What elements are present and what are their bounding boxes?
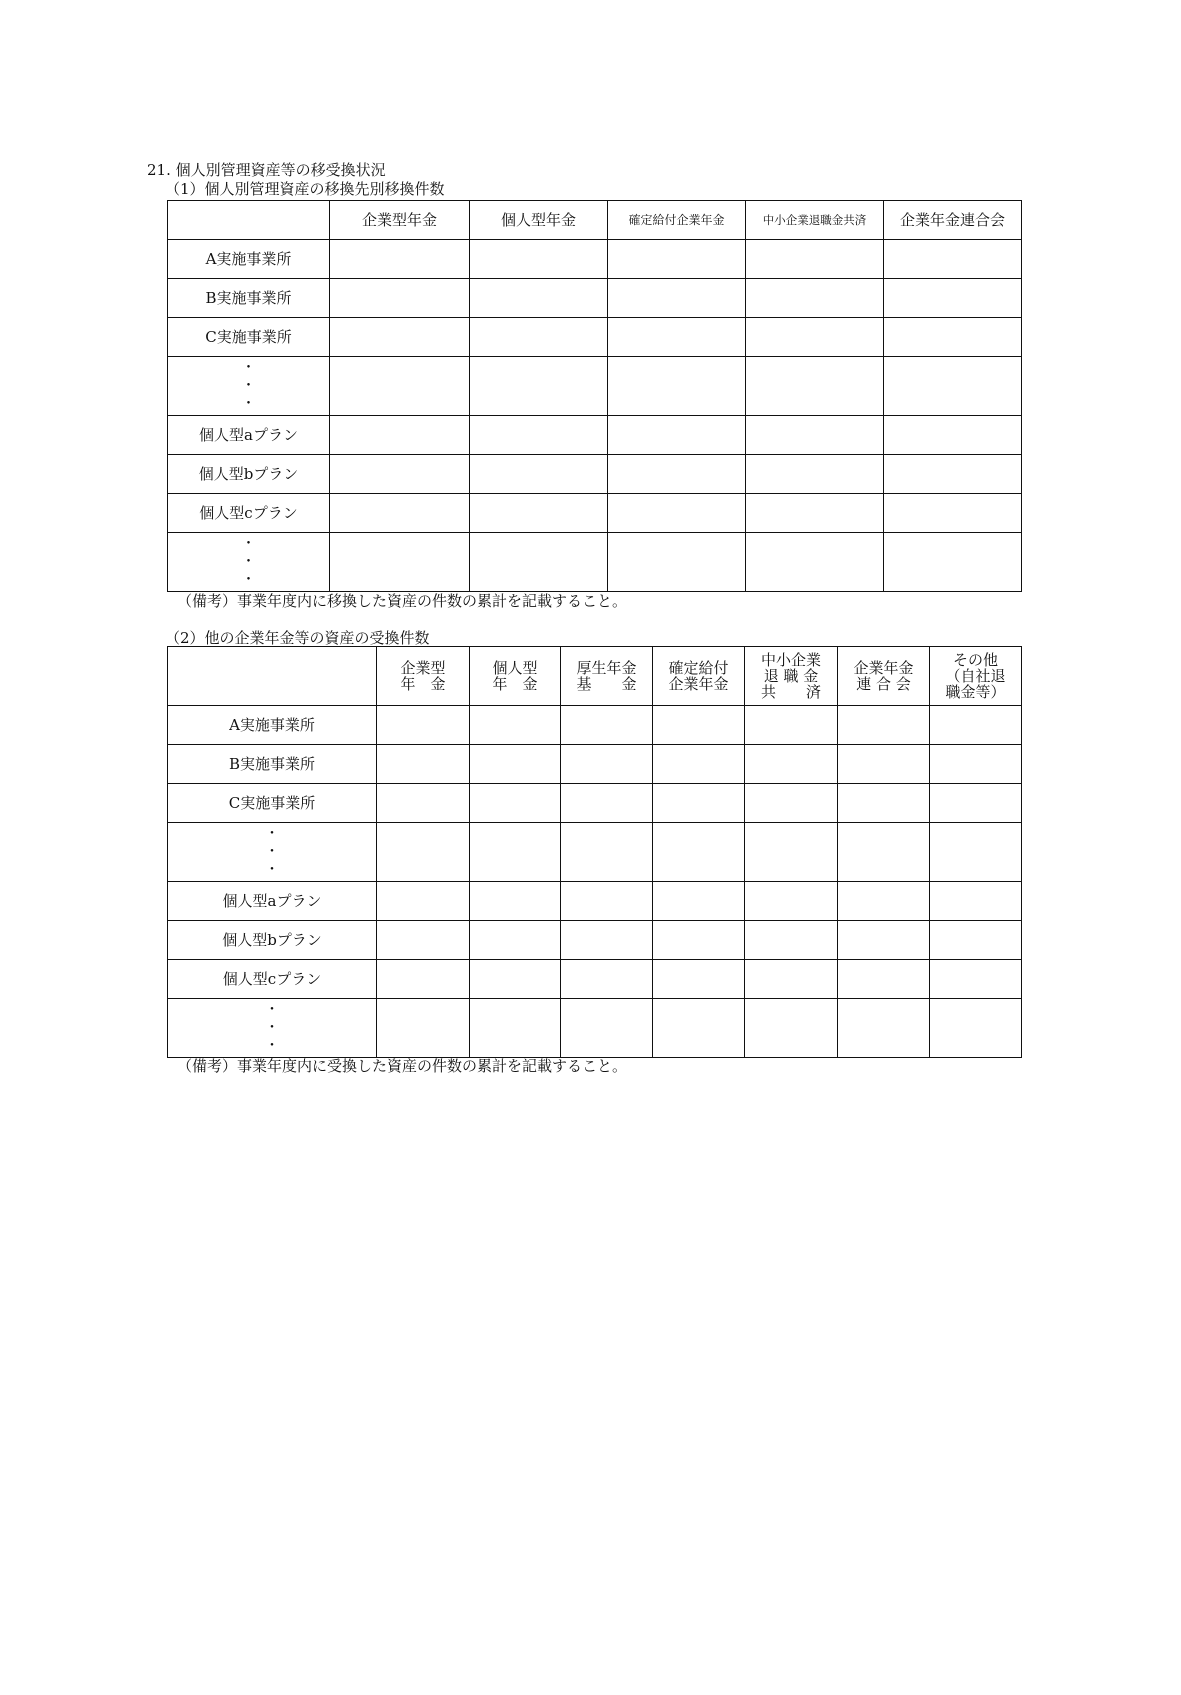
table-cell[interactable] [746, 494, 884, 533]
table-cell[interactable] [745, 784, 838, 823]
header-blank [168, 201, 330, 240]
column-header: その他 （自社退 職金等） [930, 647, 1022, 706]
table-cell[interactable] [746, 279, 884, 318]
table-cell[interactable] [838, 745, 930, 784]
table-cell[interactable] [608, 494, 746, 533]
table-row [168, 784, 1022, 823]
table-cell[interactable] [746, 240, 884, 279]
table-cell[interactable] [745, 706, 838, 745]
table-cell[interactable] [470, 960, 561, 999]
table-cell[interactable] [930, 960, 1022, 999]
table-cell[interactable] [330, 318, 470, 357]
row-label: 個人型cプラン [168, 960, 377, 999]
table-cell[interactable] [653, 999, 745, 1058]
table-cell[interactable] [838, 823, 930, 882]
table-cell[interactable] [608, 279, 746, 318]
table-row [168, 882, 1022, 921]
column-header: 中小企業退職金共済 [746, 201, 884, 240]
table-cell[interactable] [561, 960, 653, 999]
table-cell[interactable] [561, 882, 653, 921]
table-cell[interactable] [653, 960, 745, 999]
table-row [168, 706, 1022, 745]
table-cell[interactable] [745, 745, 838, 784]
column-header: 確定給付 企業年金 [653, 647, 745, 706]
table-cell[interactable] [330, 533, 470, 592]
table-cell[interactable] [470, 494, 608, 533]
table-cell[interactable] [746, 533, 884, 592]
table-cell[interactable] [884, 416, 1022, 455]
table-cell[interactable] [561, 921, 653, 960]
table-cell[interactable] [838, 784, 930, 823]
table-cell[interactable] [653, 745, 745, 784]
table-cell[interactable] [330, 279, 470, 318]
table-cell[interactable] [470, 318, 608, 357]
row-label: 個人型aプラン [168, 882, 377, 921]
table-row [168, 357, 1022, 416]
table-cell[interactable] [746, 357, 884, 416]
column-header: 中小企業 退 職 金 共 済 [745, 647, 838, 706]
table-cell[interactable] [561, 823, 653, 882]
table-row [168, 745, 1022, 784]
table-cell[interactable] [561, 706, 653, 745]
table-cell[interactable] [470, 745, 561, 784]
table-cell[interactable] [377, 921, 470, 960]
table-cell[interactable] [746, 455, 884, 494]
table-cell[interactable] [608, 240, 746, 279]
column-header: 企業型年金 [330, 201, 470, 240]
column-header: 確定給付企業年金 [608, 201, 746, 240]
table1-title: （1）個人別管理資産の移換先別移換件数 [165, 180, 445, 198]
table-cell[interactable] [470, 999, 561, 1058]
table-cell[interactable] [745, 921, 838, 960]
table-cell[interactable] [884, 279, 1022, 318]
table-cell[interactable] [930, 999, 1022, 1058]
table-cell[interactable] [470, 279, 608, 318]
table-cell[interactable] [561, 999, 653, 1058]
table-cell[interactable] [608, 533, 746, 592]
table-cell[interactable] [838, 999, 930, 1058]
table-row [168, 279, 1022, 318]
row-label: C実施事業所 [168, 318, 330, 357]
table-cell[interactable] [608, 318, 746, 357]
table-cell[interactable] [930, 823, 1022, 882]
table-cell[interactable] [470, 706, 561, 745]
table-row [168, 960, 1022, 999]
table-cell[interactable] [470, 240, 608, 279]
table-cell[interactable] [653, 823, 745, 882]
section-title: 21. 個人別管理資産等の移受換状況 [147, 161, 386, 179]
transfer-in-table [167, 646, 1022, 1058]
column-header: 企業型 年 金 [377, 647, 470, 706]
table-cell[interactable] [330, 416, 470, 455]
table-cell[interactable] [470, 455, 608, 494]
table-cell[interactable] [561, 745, 653, 784]
row-label: C実施事業所 [168, 784, 377, 823]
table-cell[interactable] [745, 823, 838, 882]
table-cell[interactable] [330, 455, 470, 494]
row-label: 個人型cプラン [168, 494, 330, 533]
row-label: ・ ・ ・ [168, 823, 377, 882]
table-cell[interactable] [377, 999, 470, 1058]
table-row [168, 416, 1022, 455]
table-cell[interactable] [377, 960, 470, 999]
table-cell[interactable] [930, 706, 1022, 745]
table-cell[interactable] [884, 357, 1022, 416]
column-header: 企業年金連合会 [884, 201, 1022, 240]
table-cell[interactable] [838, 706, 930, 745]
table-cell[interactable] [608, 416, 746, 455]
row-label: 個人型bプラン [168, 921, 377, 960]
row-label: 個人型bプラン [168, 455, 330, 494]
table-row [168, 318, 1022, 357]
table-cell[interactable] [838, 921, 930, 960]
table-cell[interactable] [470, 882, 561, 921]
table-cell[interactable] [884, 533, 1022, 592]
table-cell[interactable] [608, 357, 746, 416]
table1-note: （備考）事業年度内に移換した資産の件数の累計を記載すること。 [177, 592, 628, 610]
table-cell[interactable] [653, 882, 745, 921]
table-cell[interactable] [470, 921, 561, 960]
table-cell[interactable] [838, 882, 930, 921]
table-cell[interactable] [884, 240, 1022, 279]
table-cell[interactable] [330, 240, 470, 279]
row-label: ・ ・ ・ [168, 533, 330, 592]
table-row [168, 240, 1022, 279]
table-cell[interactable] [377, 745, 470, 784]
row-label: 個人型aプラン [168, 416, 330, 455]
table-cell[interactable] [745, 999, 838, 1058]
table-row [168, 494, 1022, 533]
row-label: ・ ・ ・ [168, 357, 330, 416]
table-cell[interactable] [377, 706, 470, 745]
table-cell[interactable] [930, 784, 1022, 823]
table-cell[interactable] [884, 494, 1022, 533]
table-cell[interactable] [330, 357, 470, 416]
header-blank [168, 647, 377, 706]
table-cell[interactable] [884, 318, 1022, 357]
table-cell[interactable] [470, 357, 608, 416]
table-cell[interactable] [653, 706, 745, 745]
table-cell[interactable] [930, 745, 1022, 784]
column-header: 企業年金 連 合 会 [838, 647, 930, 706]
table-cell[interactable] [746, 318, 884, 357]
table-row [168, 455, 1022, 494]
row-label: B実施事業所 [168, 279, 330, 318]
column-header: 個人型年金 [470, 201, 608, 240]
table2-note: （備考）事業年度内に受換した資産の件数の累計を記載すること。 [177, 1057, 628, 1075]
table-cell[interactable] [377, 784, 470, 823]
table-cell[interactable] [470, 416, 608, 455]
row-label: A実施事業所 [168, 706, 377, 745]
transfer-out-table [167, 200, 1022, 592]
table-cell[interactable] [884, 455, 1022, 494]
table-cell[interactable] [608, 455, 746, 494]
table-cell[interactable] [653, 784, 745, 823]
table-row [168, 823, 1022, 882]
table-row [168, 921, 1022, 960]
table-cell[interactable] [838, 960, 930, 999]
table-row [168, 999, 1022, 1058]
table-cell[interactable] [330, 494, 470, 533]
table-cell[interactable] [745, 882, 838, 921]
table2-title: （2）他の企業年金等の資産の受換件数 [165, 629, 430, 647]
table-cell[interactable] [745, 960, 838, 999]
column-header: 厚生年金 基 金 [561, 647, 653, 706]
row-label: ・ ・ ・ [168, 999, 377, 1058]
table-header-row [168, 201, 1022, 240]
table-cell[interactable] [561, 784, 653, 823]
row-label: A実施事業所 [168, 240, 330, 279]
table-cell[interactable] [377, 823, 470, 882]
table-cell[interactable] [377, 882, 470, 921]
table-cell[interactable] [930, 921, 1022, 960]
table-cell[interactable] [470, 823, 561, 882]
table-cell[interactable] [653, 921, 745, 960]
table-header-row [168, 647, 1022, 706]
column-header: 個人型 年 金 [470, 647, 561, 706]
table-cell[interactable] [470, 533, 608, 592]
table-cell[interactable] [746, 416, 884, 455]
table-cell[interactable] [470, 784, 561, 823]
table-cell[interactable] [930, 882, 1022, 921]
row-label: B実施事業所 [168, 745, 377, 784]
table-row [168, 533, 1022, 592]
